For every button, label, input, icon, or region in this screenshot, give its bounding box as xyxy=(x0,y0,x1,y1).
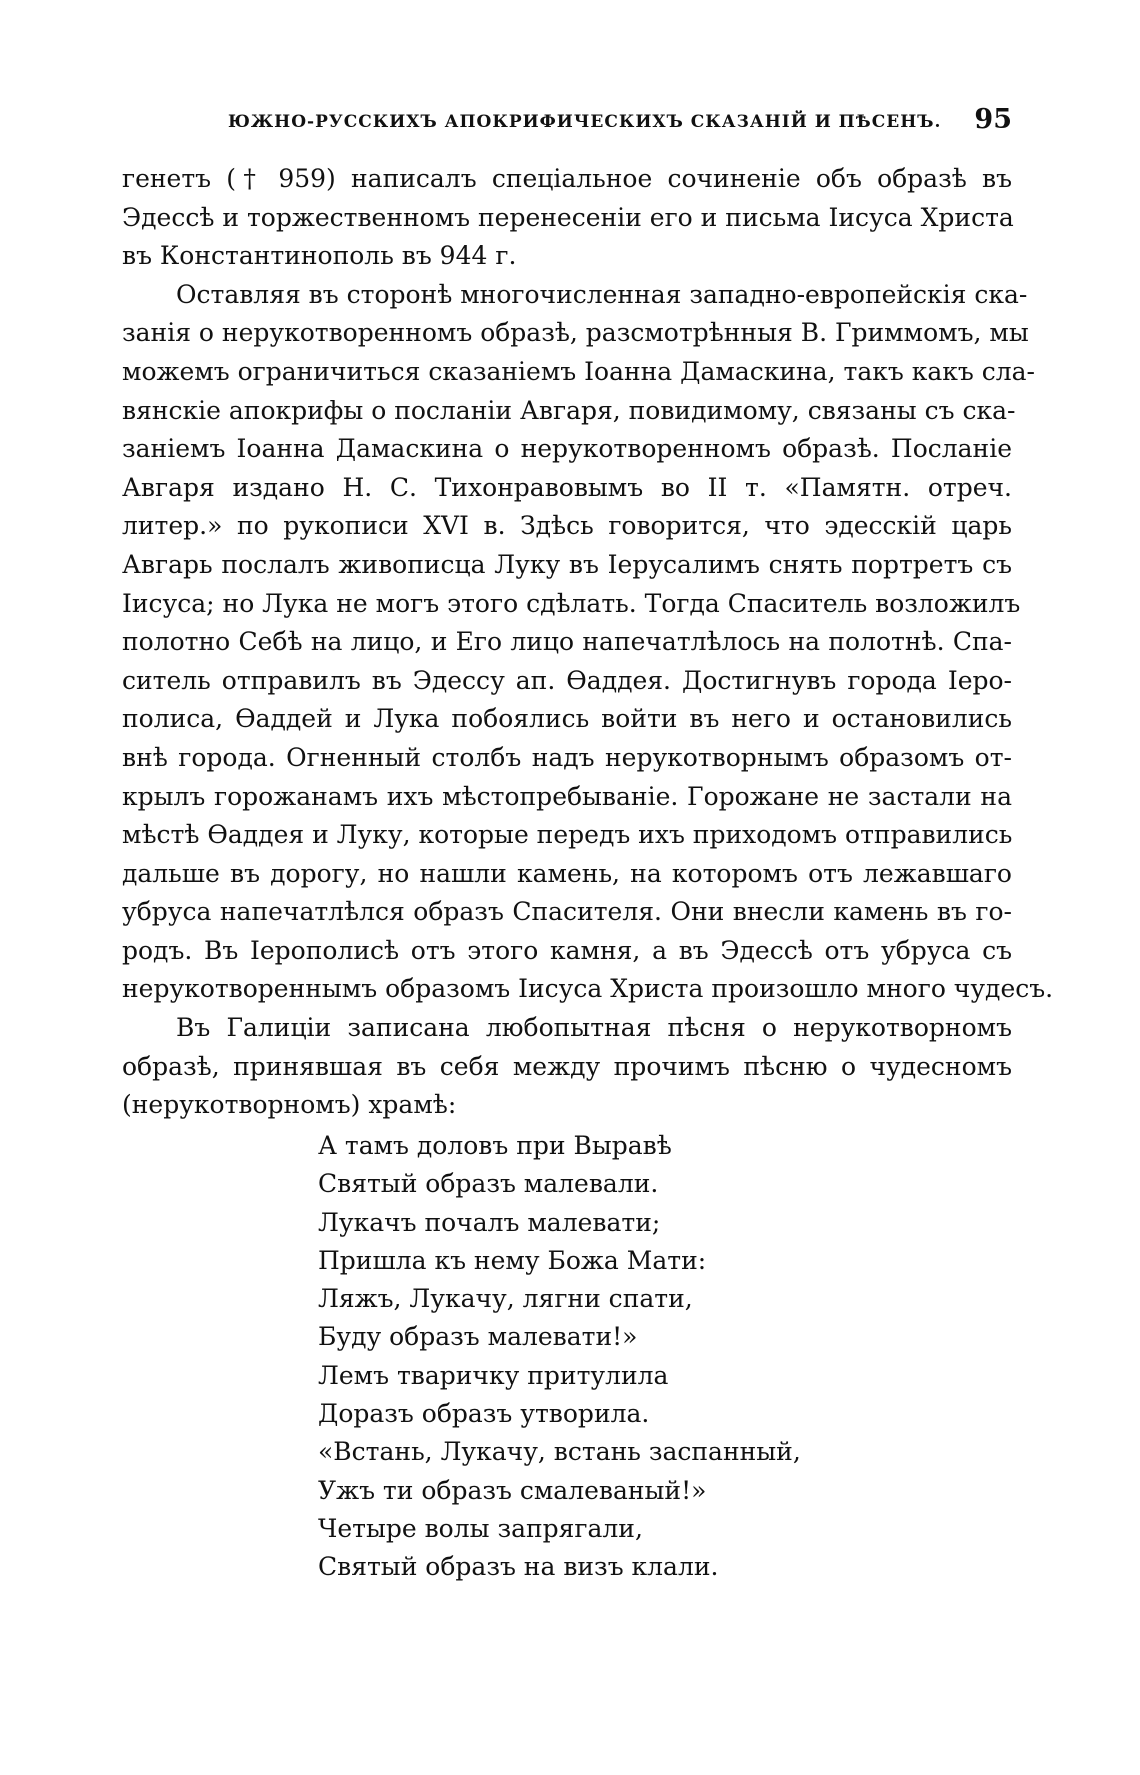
text-line: родъ. Въ Іерополисѣ отъ этого камня, а въ Эдессѣ отъ убруса съ xyxy=(122,935,1012,965)
text-line: образѣ, принявшая въ себя между прочимъ пѣсню о чудесномъ xyxy=(122,1051,1012,1081)
text-line: литер.» по рукописи XVI в. Здѣсь говорится, что эдесскій царь xyxy=(122,511,1012,541)
poem-line: Ляжъ, Лукачу, лягни спати, xyxy=(318,1284,693,1314)
poem-line: Пришла къ нему Божа Мати: xyxy=(318,1245,707,1275)
running-title: ЮЖНО-РУССКИХЪ АПОКРИФИЧЕСКИХЪ СКАЗАНІЙ И ПѢСЕНЪ. xyxy=(228,112,942,132)
text-line: Эдессѣ и торжественномъ перенесеніи его и письма Іисуса Христа xyxy=(122,202,1014,232)
text-line: полотно Себѣ на лицо, и Его лицо напечатлѣлось на полотнѣ. Спа- xyxy=(122,627,1012,657)
text-line: полиса, Ѳаддей и Лука побоялись войти въ него и остановились xyxy=(122,704,1012,734)
text-line: заніемъ Іоанна Дамаскина о нерукотворенномъ образѣ. Посланіе xyxy=(122,434,1012,464)
poem-line: Святый образъ на визъ клали. xyxy=(318,1552,719,1582)
page-number: 95 xyxy=(974,104,1012,135)
text-line: крылъ горожанамъ ихъ мѣстопребываніе. Горожане не застали на xyxy=(122,781,1012,811)
text-line: вянскіе апокрифы о посланіи Авгаря, повидимому, связаны съ ска- xyxy=(122,395,1016,425)
text-line: внѣ города. Огненный столбъ надъ нерукотворнымъ образомъ от- xyxy=(122,742,1012,772)
text-line: генетъ († 959) написалъ спеціальное сочиненіе объ образѣ въ xyxy=(122,164,1012,193)
text-line: занія о нерукотворенномъ образѣ, разсмотрѣнныя В. Гриммомъ, мы xyxy=(122,318,1029,348)
poem-line: Лукачъ почалъ малевати; xyxy=(318,1207,661,1237)
text-line: въ Константинополь въ 944 г. xyxy=(122,241,517,271)
poem-line: Святый образъ малевали. xyxy=(318,1169,659,1199)
poem-line: Ужъ ти образъ смалеваный!» xyxy=(318,1475,707,1505)
text-line: Въ Галиціи записана любопытная пѣсня о нерукотворномъ xyxy=(176,1013,1012,1043)
text-line: Авгарь послалъ живописца Луку въ Іерусалимъ снять портретъ съ xyxy=(122,549,1012,579)
text-line: (нерукотворномъ) храмѣ: xyxy=(122,1090,457,1120)
body-text xyxy=(122,160,1054,1125)
poem-line: Буду образъ малевати!» xyxy=(318,1322,638,1352)
text-line: Оставляя въ сторонѣ многочисленная западно-европейскія ска- xyxy=(176,279,1028,309)
text-line: Іисуса; но Лука не могъ этого сдѣлать. Тогда Спаситель возложилъ xyxy=(122,588,1021,618)
poem xyxy=(318,1127,938,1587)
text-line: убруса напечатлѣлся образъ Спасителя. Они внесли камень въ го- xyxy=(122,897,1012,927)
poem-line: Лемъ тваричку притулила xyxy=(318,1360,669,1390)
poem-line: Доразъ образъ утворила. xyxy=(318,1399,650,1429)
text-line: Авгаря издано Н. С. Тихонравовымъ во II т. «Памятн. отреч. xyxy=(122,472,1012,502)
poem-line: «Встань, Лукачу, встань заспанный, xyxy=(318,1437,801,1467)
text-line: нерукотвореннымъ образомъ Іисуса Христа произошло много чудесъ. xyxy=(122,974,1054,1004)
text-line: можемъ ограничиться сказаніемъ Іоанна Дамаскина, такъ какъ сла- xyxy=(122,356,1035,386)
poem-line: А тамъ доловъ при Выравѣ xyxy=(318,1131,672,1160)
text-line: мѣстѣ Ѳаддея и Луку, которые передъ ихъ приходомъ отправились xyxy=(122,820,1013,850)
poem-line: Четыре волы запрягали, xyxy=(318,1513,643,1543)
running-head xyxy=(228,104,1012,144)
text-line: дальше въ дорогу, но нашли камень, на которомъ отъ лежавшаго xyxy=(122,858,1012,888)
text-line: ситель отправилъ въ Эдессу ап. Ѳаддея. Достигнувъ города Іеро- xyxy=(122,665,1012,695)
